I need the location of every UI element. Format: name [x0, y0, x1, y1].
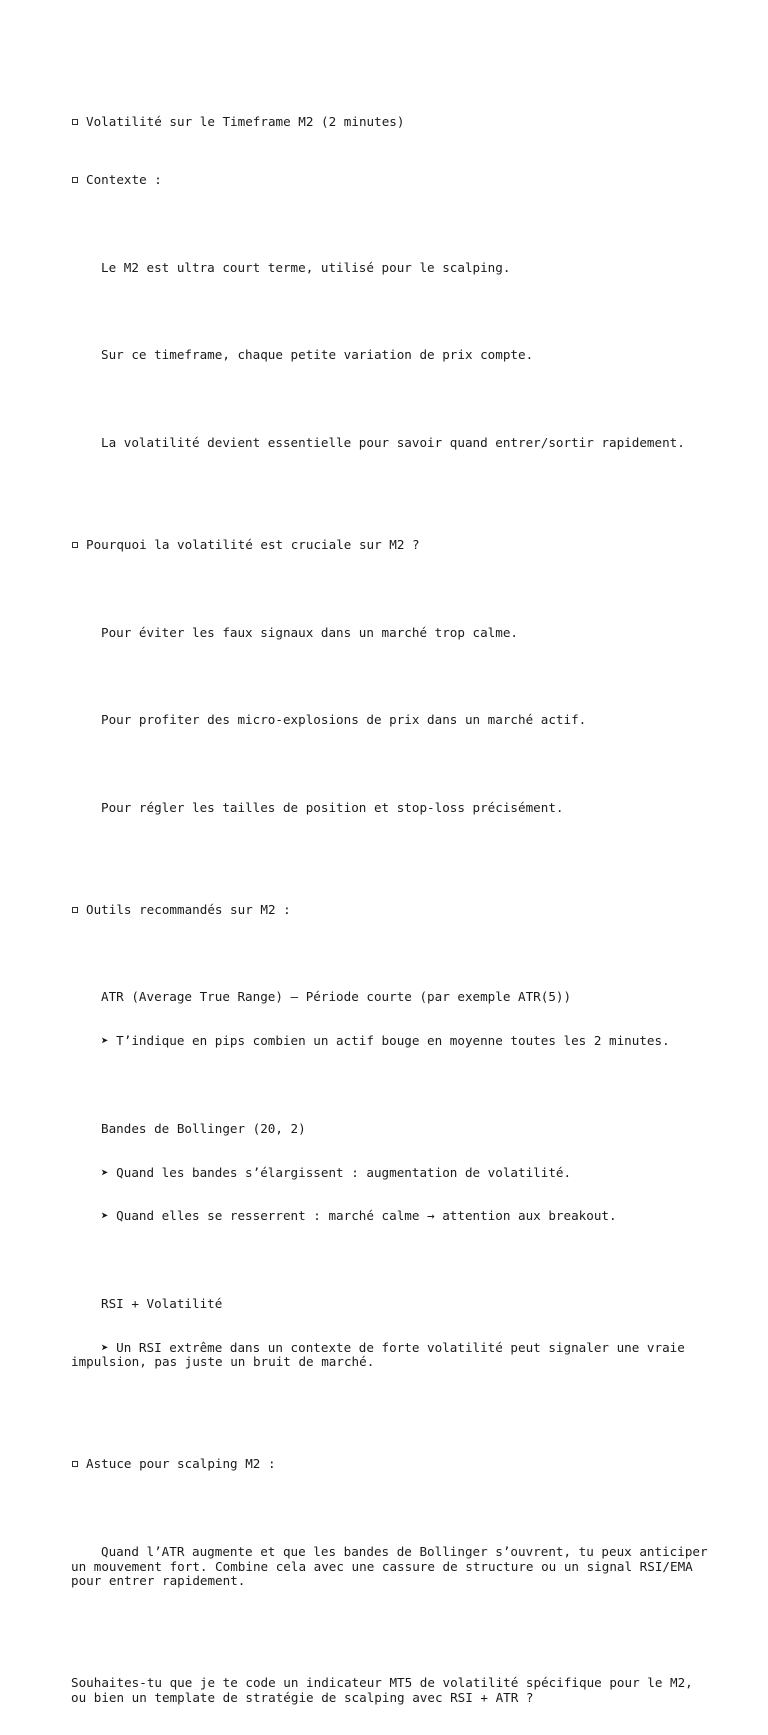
square-bullet-icon: [71, 538, 86, 553]
bollinger-title: Bandes de Bollinger (20, 2): [101, 1120, 306, 1136]
heading-text: Outils recommandés sur M2 :: [86, 901, 291, 917]
document-body: [71, 71, 716, 1735]
square-bullet-icon: [71, 903, 86, 918]
square-bullet-icon: [71, 173, 86, 188]
atr-detail: ➤ T’indique en pips combien un actif bouge en moyenne toutes les 2 minutes.: [101, 1033, 670, 1049]
why-line-1: Pour éviter les faux signaux dans un marché trop calme.: [101, 624, 519, 640]
heading-text: Contexte :: [86, 172, 162, 188]
context-line-1: Le M2 est ultra court terme, utilisé pour le scalping.: [101, 259, 511, 275]
heading-text: Pourquoi la volatilité est cruciale sur M2 ?: [86, 537, 420, 552]
square-bullet-icon: [71, 115, 86, 130]
context-line-2: Sur ce timeframe, chaque petite variation de prix compte.: [101, 347, 534, 363]
tip-text: Quand l’ATR augmente et que les bandes de Bollinger s’ouvrent, tu peux anticiper un mouvement fort. Combine cela avec une cassure de structure ou un signal RSI/EMA pour entrer rapidement.: [71, 1543, 716, 1589]
section-heading-volatility: [71, 115, 711, 130]
section-heading-tools: [71, 903, 711, 918]
heading-text: Astuce pour scalping M2 :: [86, 1456, 276, 1472]
bollinger-detail-1: ➤ Quand les bandes s’élargissent : augmentation de volatilité.: [101, 1164, 572, 1180]
section-heading-context: [71, 173, 711, 188]
square-bullet-icon: [71, 1457, 86, 1472]
section-heading-why: [71, 538, 711, 553]
rsi-detail: ➤ Un RSI extrême dans un contexte de forte volatilité peut signaler une vraie impulsion, pas juste un bruit de marché.: [71, 1339, 693, 1370]
bollinger-detail-2: ➤ Quand elles se resserrent : marché calme → attention aux breakout.: [101, 1208, 617, 1224]
section-heading-tip: [71, 1457, 711, 1472]
closing-question: Souhaites-tu que je te code un indicateur MT5 de volatilité spécifique pour le M2, ou bien un template de stratégie de scalping avec RSI + ATR ?: [71, 1675, 701, 1705]
why-line-2: Pour profiter des micro-explosions de prix dans un marché actif.: [101, 712, 587, 728]
context-line-3: La volatilité devient essentielle pour savoir quand entrer/sortir rapidement.: [101, 434, 685, 450]
rsi-title: RSI + Volatilité: [101, 1295, 223, 1311]
atr-title: ATR (Average True Range) – Période courte (par exemple ATR(5)): [101, 989, 572, 1005]
why-line-3: Pour régler les tailles de position et stop-loss précisément.: [101, 799, 564, 815]
heading-text: Volatilité sur le Timeframe M2 (2 minutes): [86, 113, 405, 129]
